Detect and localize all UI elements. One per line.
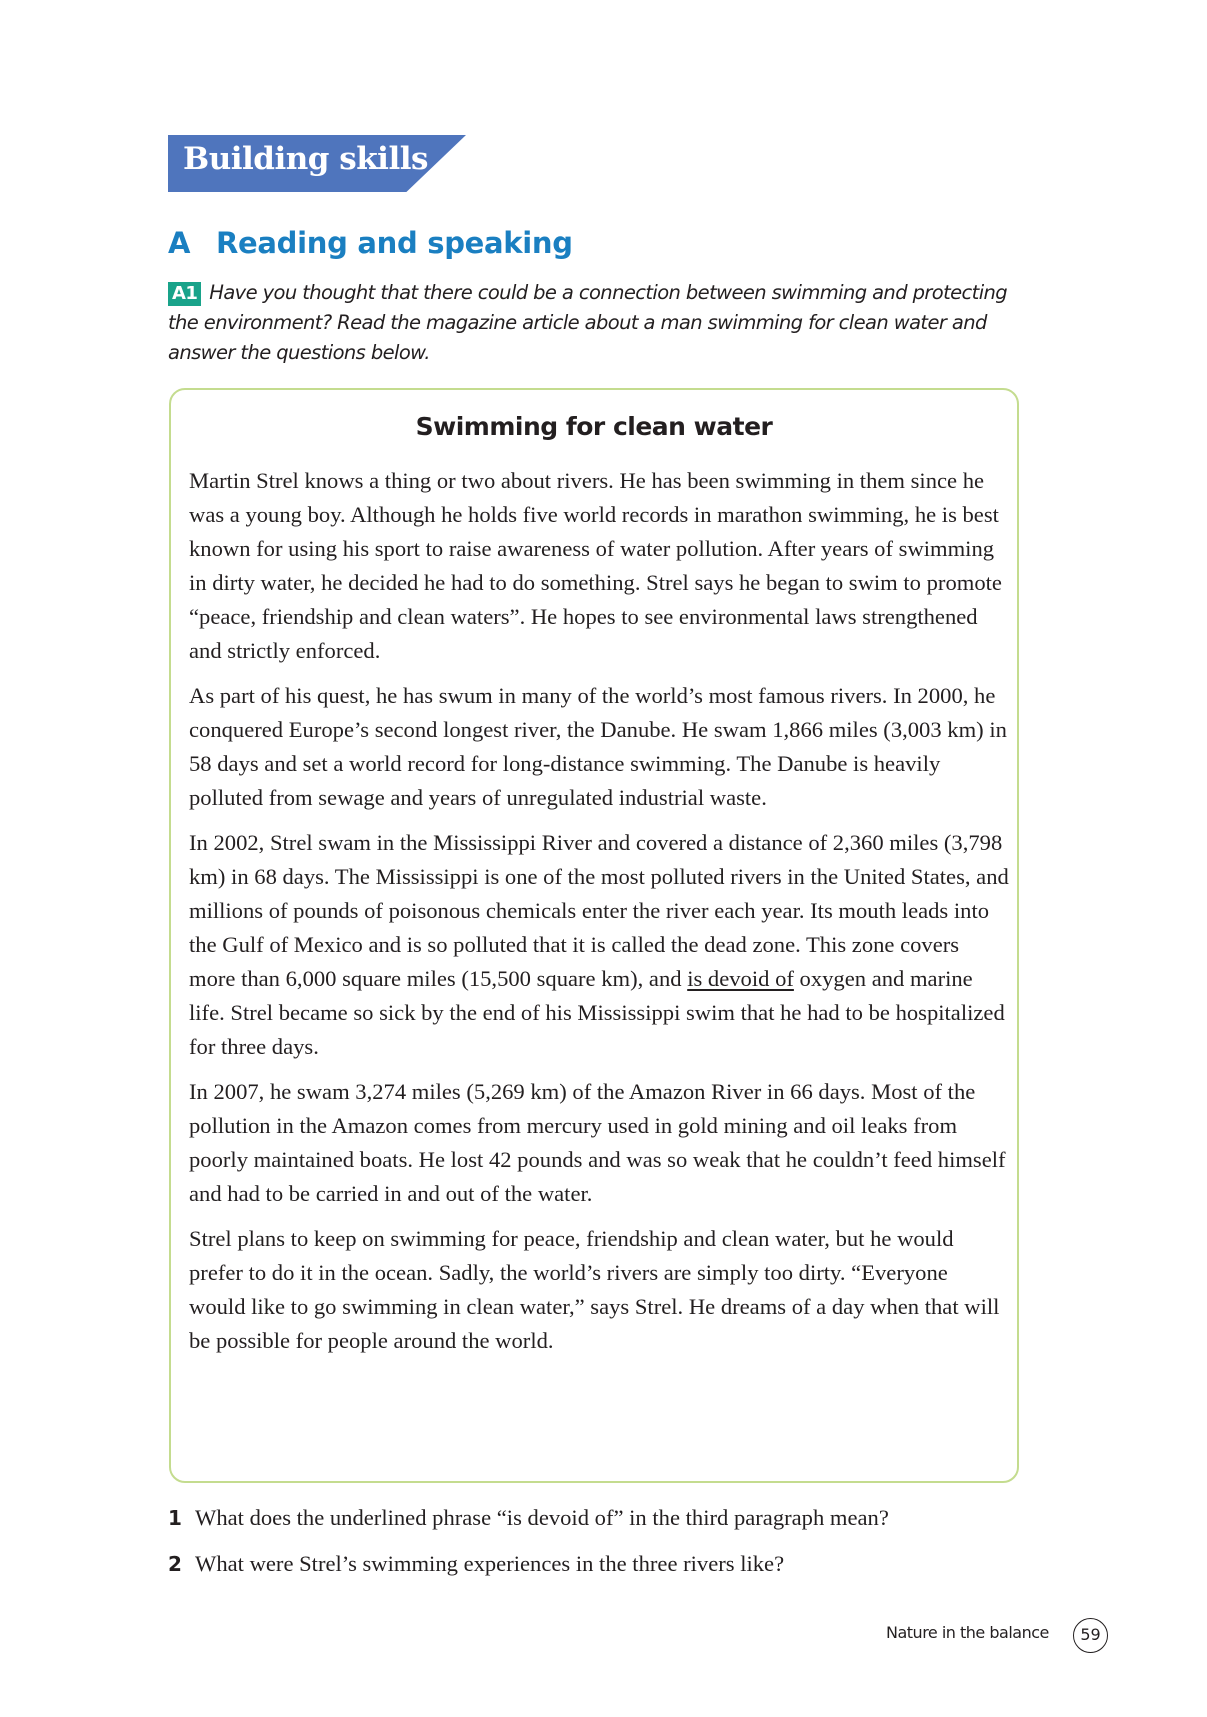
question-number: 2 (168, 1552, 182, 1576)
paragraph-3-text-before: In 2002, Strel swam in the Mississippi River and covered a distance of 2,360 miles (3,798 km) in 68 days. The Mississippi is one of the most polluted rivers in the United States, and millions of pounds of poisonous chemicals enter the river each year. Its mouth leads into the Gulf of Mexico and is so polluted that it is called the dead zone. This zone covers more than 6,000 square miles (15,500 square km), and (189, 830, 1009, 991)
question-text: What were Strel’s swimming experiences in the three rivers like? (195, 1551, 785, 1576)
footer-unit-title: Nature in the balance (886, 1623, 1049, 1642)
article-paragraph-3 (189, 826, 1009, 1064)
page-number: 59 (1073, 1618, 1108, 1653)
article-paragraph-2: As part of his quest, he has swum in many of the world’s most famous rivers. In 2000, he conquered Europe’s second longest river, the Danube. He swam 1,866 miles (3,003 km) in 58 days and set a world record for long-distance swimming. The Danube is heavily polluted from sewage and years of unregulated industrial waste. (189, 683, 1007, 810)
question-item (168, 1548, 1068, 1580)
section-heading (168, 226, 573, 260)
question-item (168, 1502, 1068, 1534)
task-instruction-block (168, 278, 1018, 368)
article-paragraph-4: In 2007, he swam 3,274 miles (5,269 km) of the Amazon River in 66 days. Most of the pollution in the Amazon comes from mercury used in gold mining and oil leaks from poorly maintained boats. He lost 42 pounds and was so weak that he couldn’t feed himself and had to be carried in and out of the water. (189, 1079, 1006, 1206)
article-paragraph-1: Martin Strel knows a thing or two about rivers. He has been swimming in them since he was a young boy. Although he holds five world records in marathon swimming, he is best known for using his sport to raise awareness of water pollution. After years of swimming in dirty water, he decided he had to do something. Strel says he began to swim to promote “peace, friendship and clean waters”. He hopes to see environmental laws strengthened and strictly enforced. (189, 468, 1002, 663)
task-badge: A1 (168, 282, 201, 306)
banner-title: Building skills (183, 141, 428, 177)
article-box (169, 388, 1019, 1483)
task-instruction: Have you thought that there could be a connection between swimming and protecting the environment? Read the magazine article about a man swimming for clean water and answer the questions below. (168, 281, 1008, 364)
underlined-phrase: is devoid of (687, 966, 794, 991)
section-title: Reading and speaking (216, 226, 573, 260)
article-paragraph-5: Strel plans to keep on swimming for peace, friendship and clean water, but he would prefer to do it in the ocean. Sadly, the world’s rivers are simply too dirty. “Everyone would like to go swimming in clean water,” says Strel. He dreams of a day when that will be possible for people around the world. (189, 1226, 1000, 1353)
question-text: What does the underlined phrase “is devoid of” in the third paragraph mean? (195, 1505, 889, 1530)
question-list (168, 1502, 1068, 1594)
paragraph-3-text-after: oxygen and marine life. Strel became so sick by the end of his Mississippi swim that he had to be hospitalized for three days. (189, 966, 1005, 1059)
article-title: Swimming for clean water (415, 412, 773, 441)
section-letter: A (168, 226, 191, 260)
question-number: 1 (168, 1506, 182, 1530)
article-body (189, 464, 1009, 1369)
